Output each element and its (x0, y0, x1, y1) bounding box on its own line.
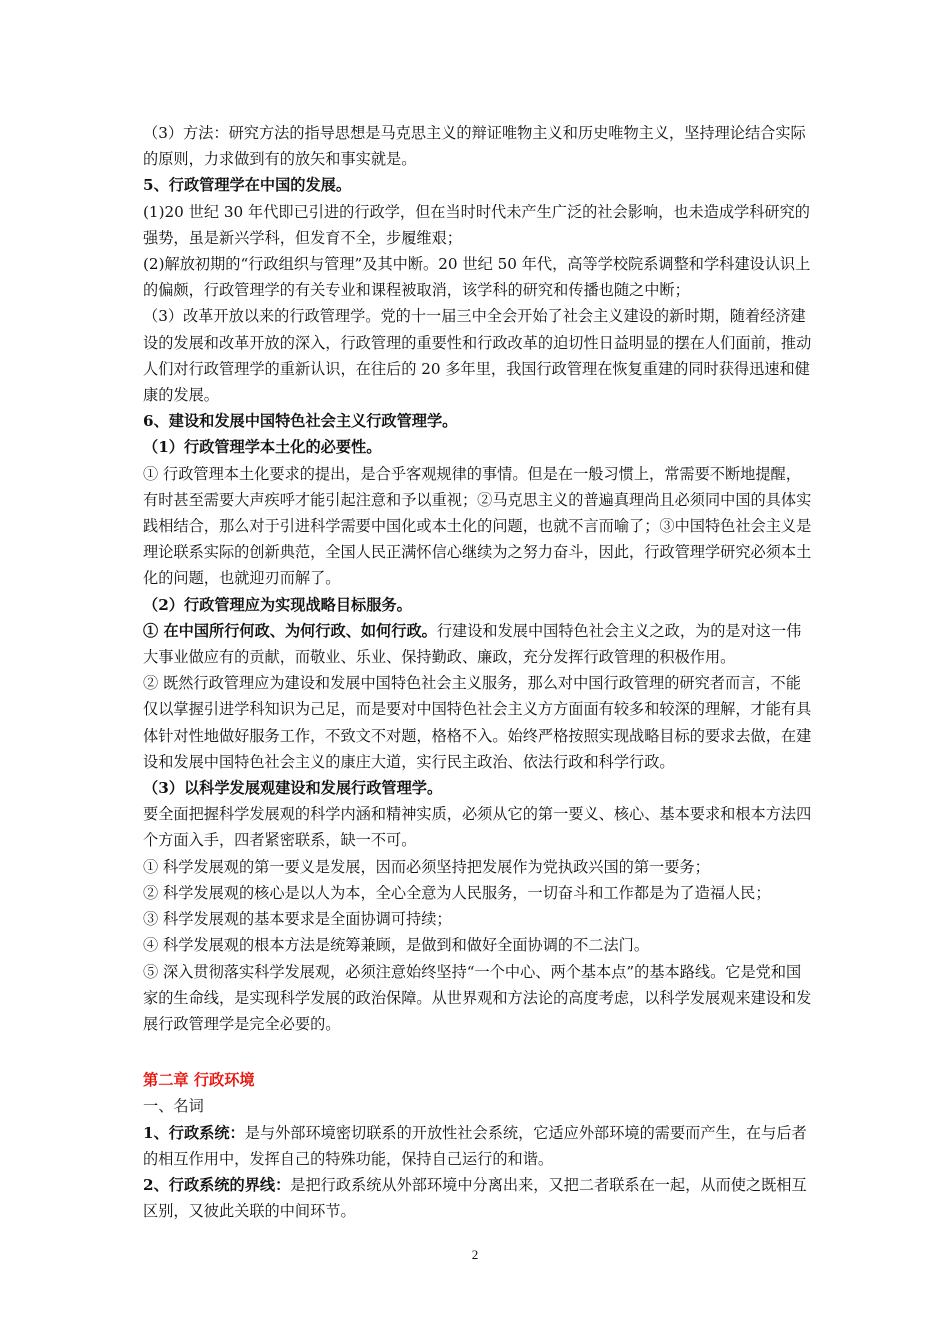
subsection-1-text: ① 行政管理本土化要求的提出，是合乎客观规律的事情。但是在一般习惯上，常需要不断地提醒，有时甚至需要大声疾呼才能引起注意和予以重视；②马克思主义的普遍真理尚且必须同中国的具体实践相结合，那么对于引进科学需要中国化或本土化的问题，也就不言而喻了；③中国特色社会主义是理论联系实际的创新典范，全国人民正满怀信心继续为之努力奋斗，因此，行政管理学研究必须本土化的问题，也就迎刃而解了。 (143, 464, 812, 588)
section-6-heading: 6、建设和发展中国特色社会主义行政管理学。 (143, 412, 458, 431)
section-5-item-2: (2)解放初期的“行政组织与管理”及其中断。20 世纪 50 年代，高等学校院系调整和学科建设认识上的偏颇，行政管理学的有关专业和课程被取消，该学科的研究和传播也随之中断； (143, 255, 811, 300)
page-number: 2 (471, 1247, 479, 1262)
section-5-item-1: (1)20 世纪 30 年代即已引进的行政学，但在当时时代未产生广泛的社会影响，也未造成学科研究的强势，虽是新兴学科，但发育不全，步履维艰； (143, 202, 810, 247)
subsection-3-item-3: ③ 科学发展观的基本要求是全面协调可持续； (143, 910, 452, 929)
subsection-2-paragraph-2: ② 既然行政管理应为建设和发展中国特色社会主义服务，那么对中国行政管理的研究者而言，不能仅以掌握引进学科知识为己足，而是要对中国特色社会主义方方面面有较多和较深的理解，才能有具体针对性地做好服务工作，不致文不对题，格格不入。始终严格按照实现战略目标的要求去做，在建设和发展中国特色社会主义的康庄大道，实行民主政治、依法行政和科学行政。 (143, 674, 812, 771)
subsection-3-item-5: ⑤ 深入贯彻落实科学发展观，必须注意始终坚持“一个中心、两个基本点”的基本路线。它是党和国家的生命线，是实现科学发展的政治保障。从世界观和方法论的高度考虑，以科学发展观来建设和发展行政管理学是完全必要的。 (143, 962, 812, 1033)
term-name: 2、行政系统的界线： (143, 1175, 291, 1194)
section-5-heading: 5、行政管理学在中国的发展。 (143, 176, 352, 195)
chapter-heading: 第二章 行政环境 (143, 1071, 255, 1090)
subsection-3-heading: （3）以科学发展观建设和发展行政管理学。 (143, 779, 443, 798)
subsection-1-heading: （1）行政管理学本土化的必要性。 (143, 438, 382, 457)
term-definition: 是把行政系统从外部环境中分离出来，又把二者联系在一起，从而使之既相互区别，又彼此关联的中间环节。 (143, 1175, 807, 1221)
method-paragraph: （3）方法：研究方法的指导思想是马克思主义的辩证唯物主义和历史唯物主义，坚持理论结合实际的原则，力求做到有的放矢和事实就是。 (143, 124, 806, 169)
subsection-3-intro: 要全面把握科学发展观的科学内涵和精神实质，必须从它的第一要义、核心、基本要求和根本方法四个方面入手，四者紧密联系，缺一不可。 (143, 805, 812, 850)
term-definition-2 (143, 1172, 815, 1224)
term-name: 1、行政系统： (143, 1123, 245, 1142)
subsection-2-bold-lead: ① 在中国所行何政、为何行政、如何行政。 (143, 621, 437, 640)
subsection-3-item-2: ② 科学发展观的核心是以人为本，全心全意为人民服务，一切奋斗和工作都是为了造福人民； (143, 883, 771, 902)
term-definition-1 (143, 1120, 815, 1172)
subsection-2-text: 行建设和发展中国特色社会主义之政，为的是对这一伟大事业做应有的贡献，而敬业、乐业、保持勤政、廉政，充分发挥行政管理的积极作用。 (143, 621, 802, 667)
subsection-3-item-1: ① 科学发展观的第一要义是发展，因而必须坚持把发展作为党执政兴国的第一要务； (143, 857, 710, 876)
subsection-3-item-4: ④ 科学发展观的根本方法是统筹兼顾，是做到和做好全面协调的不二法门。 (143, 936, 650, 955)
subsection-2-paragraph-1 (143, 618, 815, 670)
page-content (143, 120, 815, 1224)
term-definition: 是与外部环境密切联系的开放性社会系统，它适应外部环境的需要而产生，在与后者的相互作用中，发挥自己的特殊功能，保持自己运行的和谐。 (143, 1123, 807, 1168)
subsection-2-heading: （2）行政管理应为实现战略目标服务。 (143, 595, 412, 614)
chapter-section-label: 一、名词 (143, 1097, 204, 1116)
section-5-item-3: （3）改革开放以来的行政管理学。党的十一届三中全会开始了社会主义建设的新时期，随着经济建设的发展和改革开放的深入，行政管理的重要性和行政改革的迫切性日益明显的摆在人们面前，推动人们对行政管理学的重新认识，在往后的 20 多年里，我国行政管理在恢复重建的同时获得迅速和健康的发展。 (143, 307, 812, 405)
